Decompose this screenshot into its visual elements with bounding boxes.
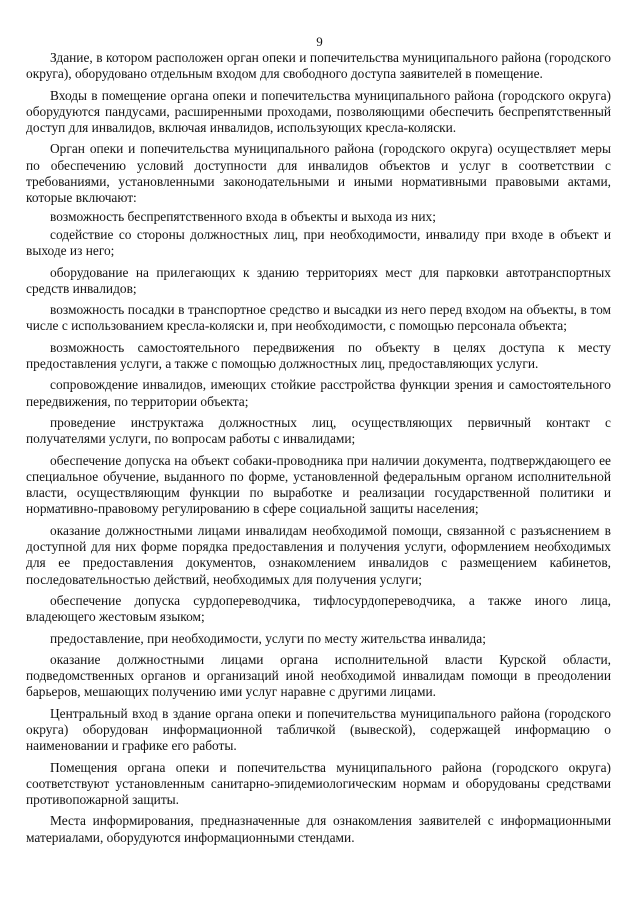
list-item-parking: оборудование на прилегающих к зданию территориях мест для парковки автотранспортных средств инвалидов; <box>26 264 611 296</box>
page-number: 9 <box>316 34 323 49</box>
list-item-vehicle-boarding: возможность посадки в транспортное средство и высадки из него перед входом на объекты, в том числе с использованием кресла-коляски и, при необходимости, с помощью персонала объекта; <box>26 302 611 334</box>
list-item-independent-movement: возможность самостоятельного передвижения по объекту в целях доступа к месту предоставления услуги, а также с помощью должностных лиц, предоставляющих услуги. <box>26 339 611 372</box>
list-item-guide-dog: обеспечение допуска на объект собаки-проводника при наличии документа, подтверждающего ее специальное обучение, выданного по форме, установленной федеральным органом исполнительной власти, осуществляющим функции по выработке и реализации государственной политики и нормативно-правовому регулированию в сфере социальной защиты населения; <box>26 452 611 517</box>
paragraph-ramps: Входы в помещение органа опеки и попечительства муниципального района (городского округа) оборудуются пандусами, расширенными проходами, позволяющими обеспечить беспрепятственный доступ для инвалидов, включая инвалидов, использующих кресла-коляски. <box>26 87 611 136</box>
paragraph-accessibility-measures: Орган опеки и попечительства муниципального района (городского округа) осуществляет меры по обеспечению условий доступности для инвалидов объектов и услуг в соответствии с требованиями, установленными законодательными и иными нормативными правовыми актами, которые включают: <box>26 141 611 206</box>
paragraph-building-entrance: Здание, в котором расположен орган опеки и попечительства муниципального района (городского округа), оборудовано отдельным входом для свободного доступа заявителей в помещение. <box>26 50 611 82</box>
document-body <box>26 50 611 846</box>
list-item-free-entry: возможность беспрепятственного входа в объекты и выхода из них; <box>50 208 436 224</box>
paragraph-central-entrance-sign: Центральный вход в здание органа опеки и попечительства муниципального района (городского округа) оборудован информационной табличкой (вывеской), содержащей информацию о наименовании и графике его работы. <box>26 705 611 754</box>
list-item-barrier-help: оказание должностными лицами органа исполнительной власти Курской области, подведомственных органов и организаций иной необходимой инвалидам помощи в преодолении барьеров, мешающих получению ими услуг наравне с другими лицами. <box>26 651 611 700</box>
list-item-home-service: предоставление, при необходимости, услуги по месту жительства инвалида; <box>50 630 486 646</box>
list-item-sign-interpreter: обеспечение допуска сурдопереводчика, тифлосурдопереводчика, а также иного лица, владеющего жестовым языком; <box>26 592 611 625</box>
paragraph-information-stands: Места информирования, предназначенные для ознакомления заявителей с информационными материалами, оборудуются информационными стендами. <box>26 813 611 845</box>
list-item-official-assistance: содействие со стороны должностных лиц, при необходимости, инвалиду при входе в объект и выходе из него; <box>26 226 611 259</box>
list-item-escort: сопровождение инвалидов, имеющих стойкие расстройства функции зрения и самостоятельного передвижения, по территории объекта; <box>26 377 611 409</box>
list-item-staff-help: оказание должностными лицами инвалидам необходимой помощи, связанной с разъяснением в доступной для них форме порядка предоставления и получения услуги, оформлением необходимых для ее предоставления документов, ознакомлением инвалидов с размещением кабинетов, последовательностью действий, необходимых для получения услуги; <box>26 522 611 587</box>
list-item-staff-briefing: проведение инструктажа должностных лиц, осуществляющих первичный контакт с получателями услуги, по вопросам работы с инвалидами; <box>26 414 611 447</box>
paragraph-premises-standards: Помещения органа опеки и попечительства муниципального района (городского округа) соответствуют установленным санитарно-эпидемиологическим нормам и оборудованы средствами противопожарной защиты. <box>26 759 611 808</box>
